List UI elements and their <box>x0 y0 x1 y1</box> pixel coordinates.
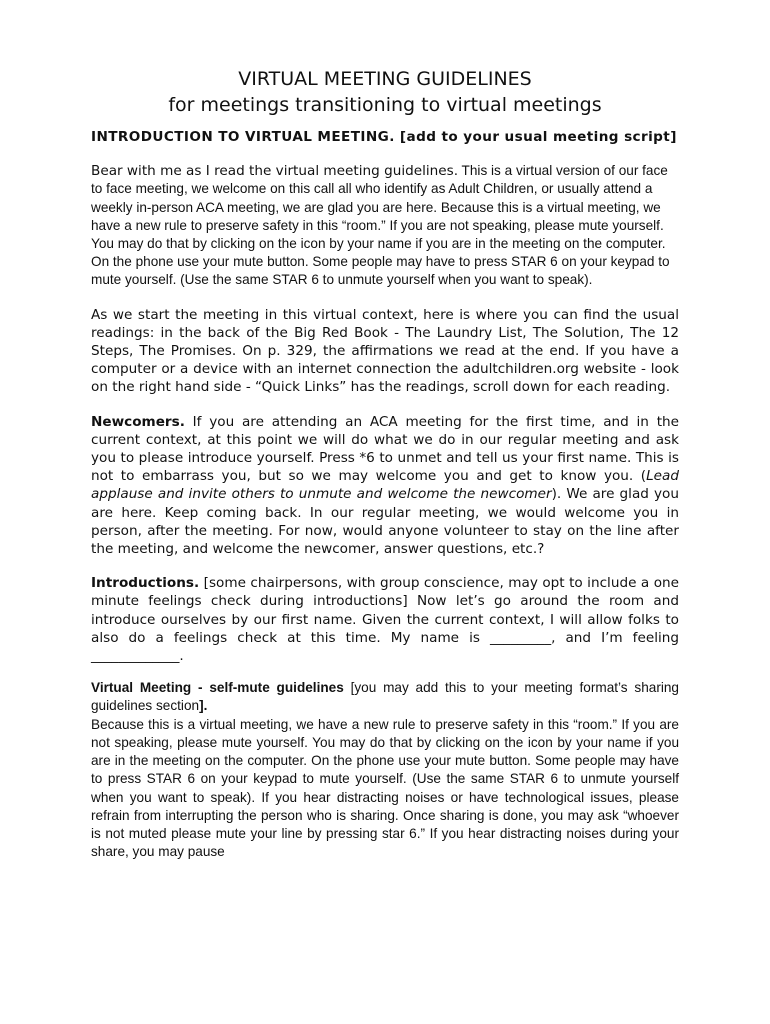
paragraph-selfmute-heading <box>91 679 679 715</box>
selfmute-note-end: ]. <box>199 698 208 714</box>
page-title: VIRTUAL MEETING GUIDELINES <box>238 68 532 90</box>
introductions-text: [some chairpersons, with group conscience, may opt to include a one minute feelings check during introductions] Now let’s go around the room and introduce ourselves by our first name. Given the current context, I will allow folks to also do a feelings check at this time. My name is _________, and I’m feeling _____________. <box>91 575 679 665</box>
paragraph-guidelines-intro <box>91 162 679 289</box>
newcomers-italic: Lead applause and invite others to unmute and welcome the newcomer <box>91 468 679 503</box>
paragraph-newcomers <box>91 413 679 559</box>
document-body <box>91 66 679 861</box>
paragraph-selfmute-body: Because this is a virtual meeting, we have a new rule to preserve safety in this “room.” If you are not speaking, please mute yourself. You may do that by clicking on the icon by your name if you are in the meeting on the computer. On the phone use your mute button. Some people may have to press STAR 6 on your keypad to mute yourself. (Use the same STAR 6 to unmute yourself when you want to speak). If you hear distracting noises or have technological issues, please refrain from interrupting the person who is sharing. Once sharing is done, you may ask “whoever is not muted please mute your line by pressing star 6.” If you hear distracting noises during your share, you may pause <box>91 716 679 860</box>
newcomers-text-2: ). We are glad you are here. Keep coming back. In our regular meeting, we would welcome you in person, after the meeting. For now, would anyone volunteer to stay on the line after the meeting, and welcome the newcomer, answer questions, etc.? <box>91 486 679 558</box>
paragraph-guidelines-body: This is a virtual version of our face to face meeting, we welcome on this call all who identify as Adult Children, or usually attend a weekly in-person ACA meeting, we are glad you are here. Because this is a virtual meeting, we have a new rule to preserve safety in this “room.” If you are not speaking, please mute yourself. You may do that by clicking on the icon by your name if you are in the meeting on the computer. On the phone use your mute button. Some people may have to press STAR 6 on your keypad to mute yourself. (Use the same STAR 6 to unmute yourself when you want to speak). <box>91 163 670 288</box>
intro-heading: INTRODUCTION TO VIRTUAL MEETING. [add to your usual meeting script] <box>91 129 677 145</box>
selfmute-label: Virtual Meeting - self-mute guidelines <box>91 680 344 696</box>
introductions-label: Introductions. <box>91 575 200 592</box>
newcomers-label: Newcomers. <box>91 413 185 430</box>
paragraph-guidelines-lead: Bear with me as I read the virtual meeting guidelines. <box>91 163 459 180</box>
paragraph-introductions <box>91 574 679 665</box>
page-subtitle: for meetings transitioning to virtual meetings <box>168 94 602 116</box>
selfmute-note: [you may add this to your meeting format’s sharing guidelines section <box>91 680 679 714</box>
paragraph-readings: As we start the meeting in this virtual context, here is where you can find the usual readings: in the back of the Big Red Book - The Laundry List, The Solution, The 12 Steps, The Promises. On p. 329, the affirmations we read at the end. If you have a computer or a device with an internet connection the adultchildren.org website - look on the right hand side - “Quick Links” has the readings, scroll down for each reading. <box>91 306 679 396</box>
newcomers-text-1: If you are attending an ACA meeting for the first time, and in the current context, at this point we will do what we do in our regular meeting and ask you to please introduce yourself. Press *6 to unmet and tell us your first name. This is not to embarrass you, but so we may welcome you and get to know you. ( <box>91 413 679 485</box>
